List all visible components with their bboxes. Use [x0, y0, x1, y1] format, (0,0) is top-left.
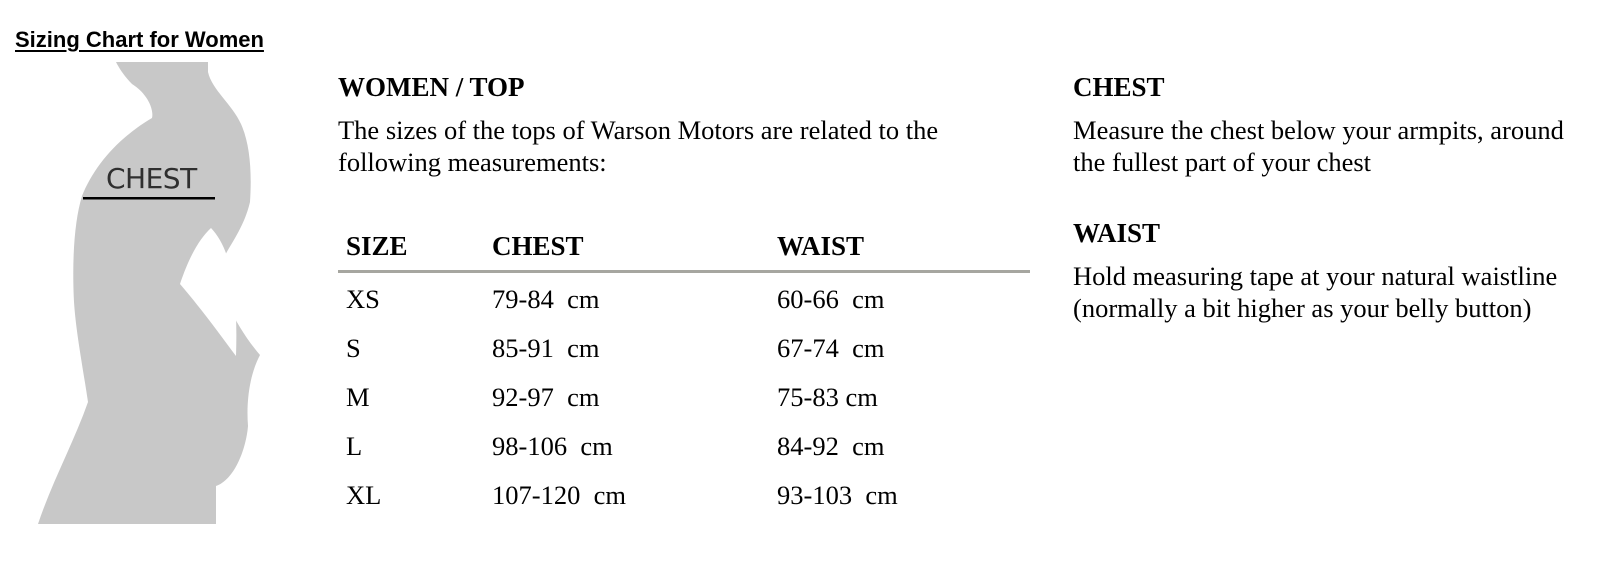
table-row [338, 422, 1030, 471]
guide-chest-title: CHEST [1073, 72, 1165, 102]
waist-cell: 93-103 cm [777, 480, 898, 510]
page-title: Sizing Chart for Women [15, 27, 264, 52]
size-table [338, 224, 1030, 520]
guide-waist-text: Hold measuring tape at your natural waistline (normally a bit higher as your belly button) [1073, 261, 1558, 323]
torso-figure [36, 62, 276, 524]
chest-cell: 92-97 cm [492, 382, 600, 412]
header-chest: CHEST [484, 224, 769, 272]
table-row [338, 373, 1030, 422]
table-header-row [338, 224, 1030, 272]
table-row [338, 324, 1030, 373]
chest-cell: 107-120 cm [492, 480, 626, 510]
size-cell: S [346, 333, 361, 363]
chest-figure-label: CHEST [106, 162, 197, 195]
table-row [338, 272, 1030, 325]
size-cell: L [346, 431, 363, 461]
waist-cell: 84-92 cm [777, 431, 885, 461]
section-description: The sizes of the tops of Warson Motors are related to the following measurements: [338, 115, 939, 177]
section-title-women-top: WOMEN / TOP [338, 72, 525, 102]
header-size: SIZE [338, 224, 484, 272]
size-cell: M [346, 382, 370, 412]
size-cell: XS [346, 284, 380, 314]
header-waist: WAIST [769, 224, 1030, 272]
waist-cell: 60-66 cm [777, 284, 885, 314]
chest-cell: 98-106 cm [492, 431, 613, 461]
chest-cell: 79-84 cm [492, 284, 600, 314]
guide-chest-text: Measure the chest below your armpits, around the fullest part of your chest [1073, 115, 1564, 177]
waist-cell: 75-83 cm [777, 382, 878, 412]
size-cell: XL [346, 480, 382, 510]
waist-cell: 67-74 cm [777, 333, 885, 363]
chest-cell: 85-91 cm [492, 333, 600, 363]
table-row [338, 471, 1030, 520]
female-torso-silhouette-icon [36, 62, 276, 524]
guide-waist-title: WAIST [1073, 218, 1161, 248]
